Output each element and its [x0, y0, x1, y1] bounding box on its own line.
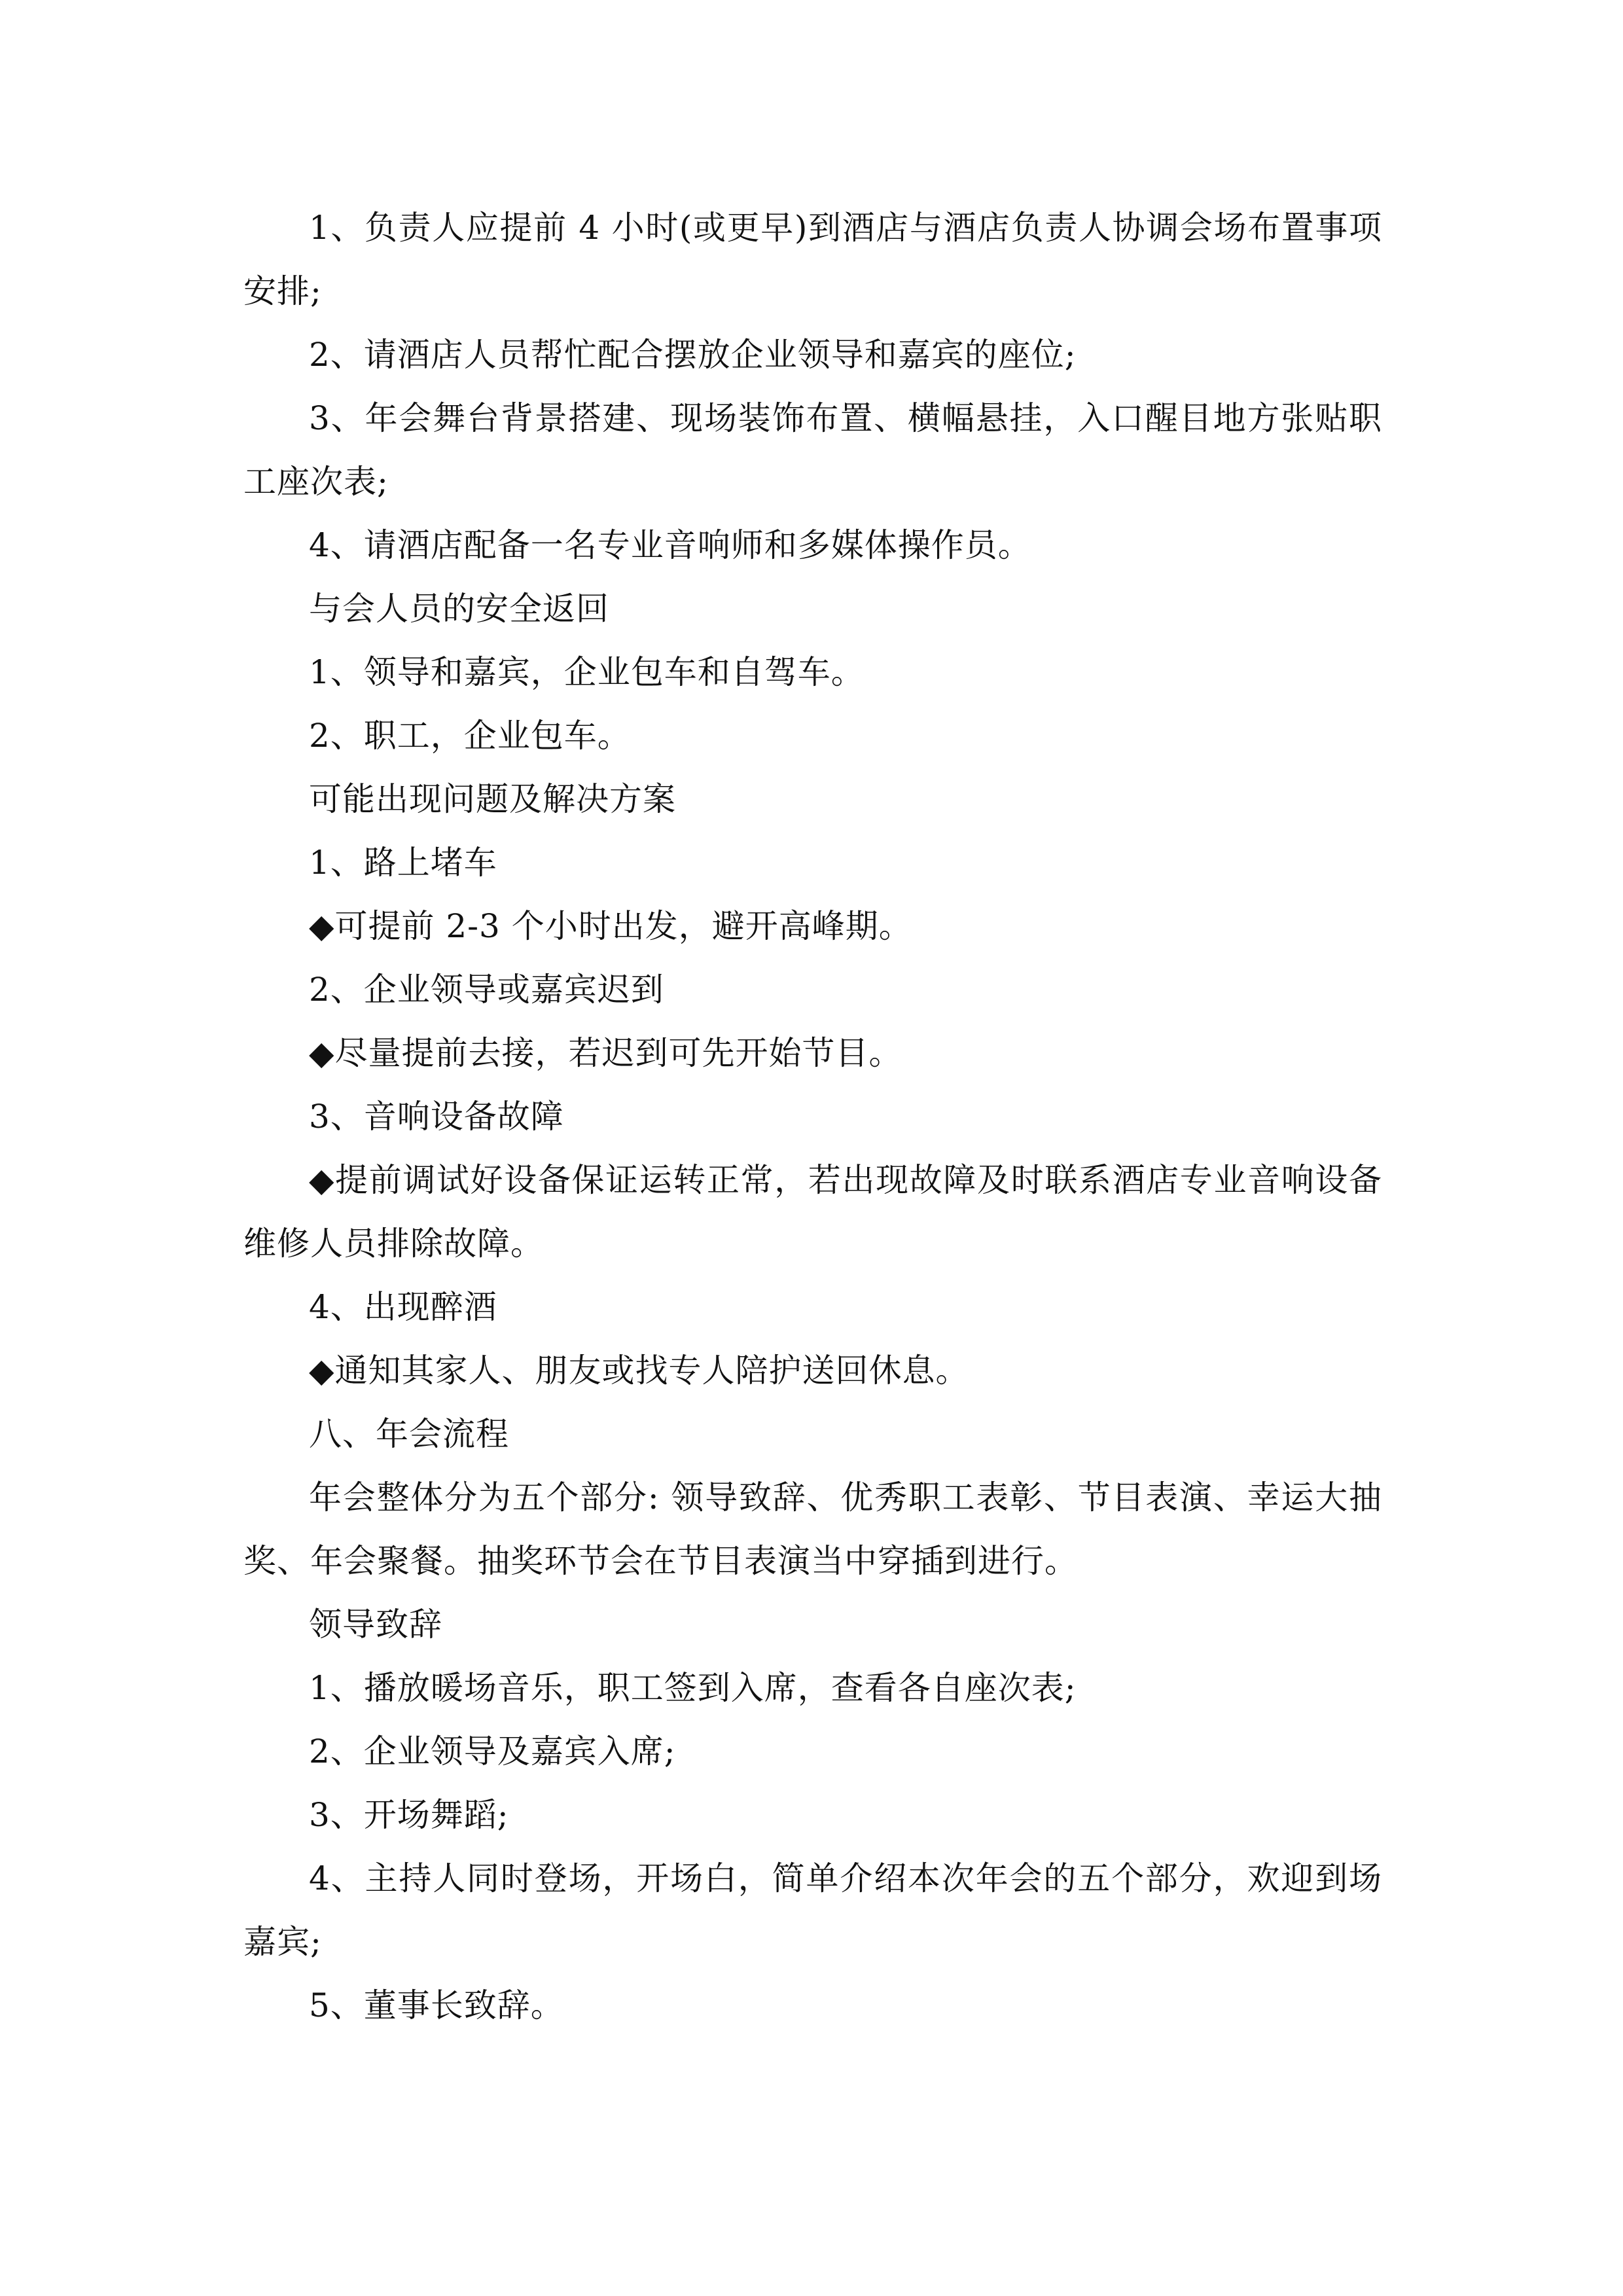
- issue-traffic: 1、路上堵车: [309, 844, 497, 882]
- issue-audio-failure: 3、音响设备故障: [309, 1098, 564, 1136]
- paragraph-return-2: 2、职工，企业包车。: [309, 717, 631, 755]
- paragraph-setup-2: 2、请酒店人员帮忙配合摆放企业领导和嘉宾的座位;: [309, 336, 1077, 374]
- solution-drunk: ◆通知其家人、朋友或找专人陪护送回休息。: [309, 1352, 969, 1390]
- issue-drunk: 4、出现醉酒: [309, 1288, 497, 1326]
- subheading-leader-speech: 领导致辞: [309, 1605, 442, 1643]
- paragraph-speech-2: 2、企业领导及嘉宾入席;: [309, 1732, 676, 1770]
- paragraph-setup-1: 1、负责人应提前 4 小时(或更早)到酒店与酒店负责人协调会场布置事项安排;: [243, 209, 1382, 310]
- section-heading-safe-return: 与会人员的安全返回: [309, 590, 609, 628]
- paragraph-setup-4: 4、请酒店配备一名专业音响师和多媒体操作员。: [309, 526, 1031, 564]
- solution-late-guests: ◆尽量提前去接，若迟到可先开始节目。: [309, 1034, 902, 1072]
- paragraph-setup-3: 3、年会舞台背景搭建、现场装饰布置、横幅悬挂，入口醒目地方张贴职工座次表;: [243, 399, 1382, 501]
- paragraph-speech-3: 3、开场舞蹈;: [309, 1796, 509, 1834]
- section-heading-process: 八、年会流程: [309, 1415, 509, 1453]
- solution-traffic: ◆可提前 2-3 个小时出发，避开高峰期。: [309, 907, 912, 945]
- issue-late-guests: 2、企业领导或嘉宾迟到: [309, 971, 664, 1009]
- section-heading-issues: 可能出现问题及解决方案: [309, 780, 676, 818]
- solution-audio-failure: ◆提前调试好设备保证运转正常，若出现故障及时联系酒店专业音响设备维修人员排除故障。: [243, 1161, 1382, 1263]
- paragraph-return-1: 1、领导和嘉宾，企业包车和自驾车。: [309, 653, 865, 691]
- paragraph-speech-4: 4、主持人同时登场，开场白，简单介绍本次年会的五个部分，欢迎到场嘉宾;: [243, 1859, 1382, 1961]
- paragraph-process-overview: 年会整体分为五个部分: 领导致辞、优秀职工表彰、节目表演、幸运大抽奖、年会聚餐。抽奖环节会在节目表演当中穿插到进行。: [243, 1479, 1382, 1580]
- paragraph-speech-5: 5、董事长致辞。: [309, 1986, 564, 2024]
- document-body: [243, 196, 1382, 2037]
- paragraph-speech-1: 1、播放暖场音乐，职工签到入席，查看各自座次表;: [309, 1669, 1077, 1707]
